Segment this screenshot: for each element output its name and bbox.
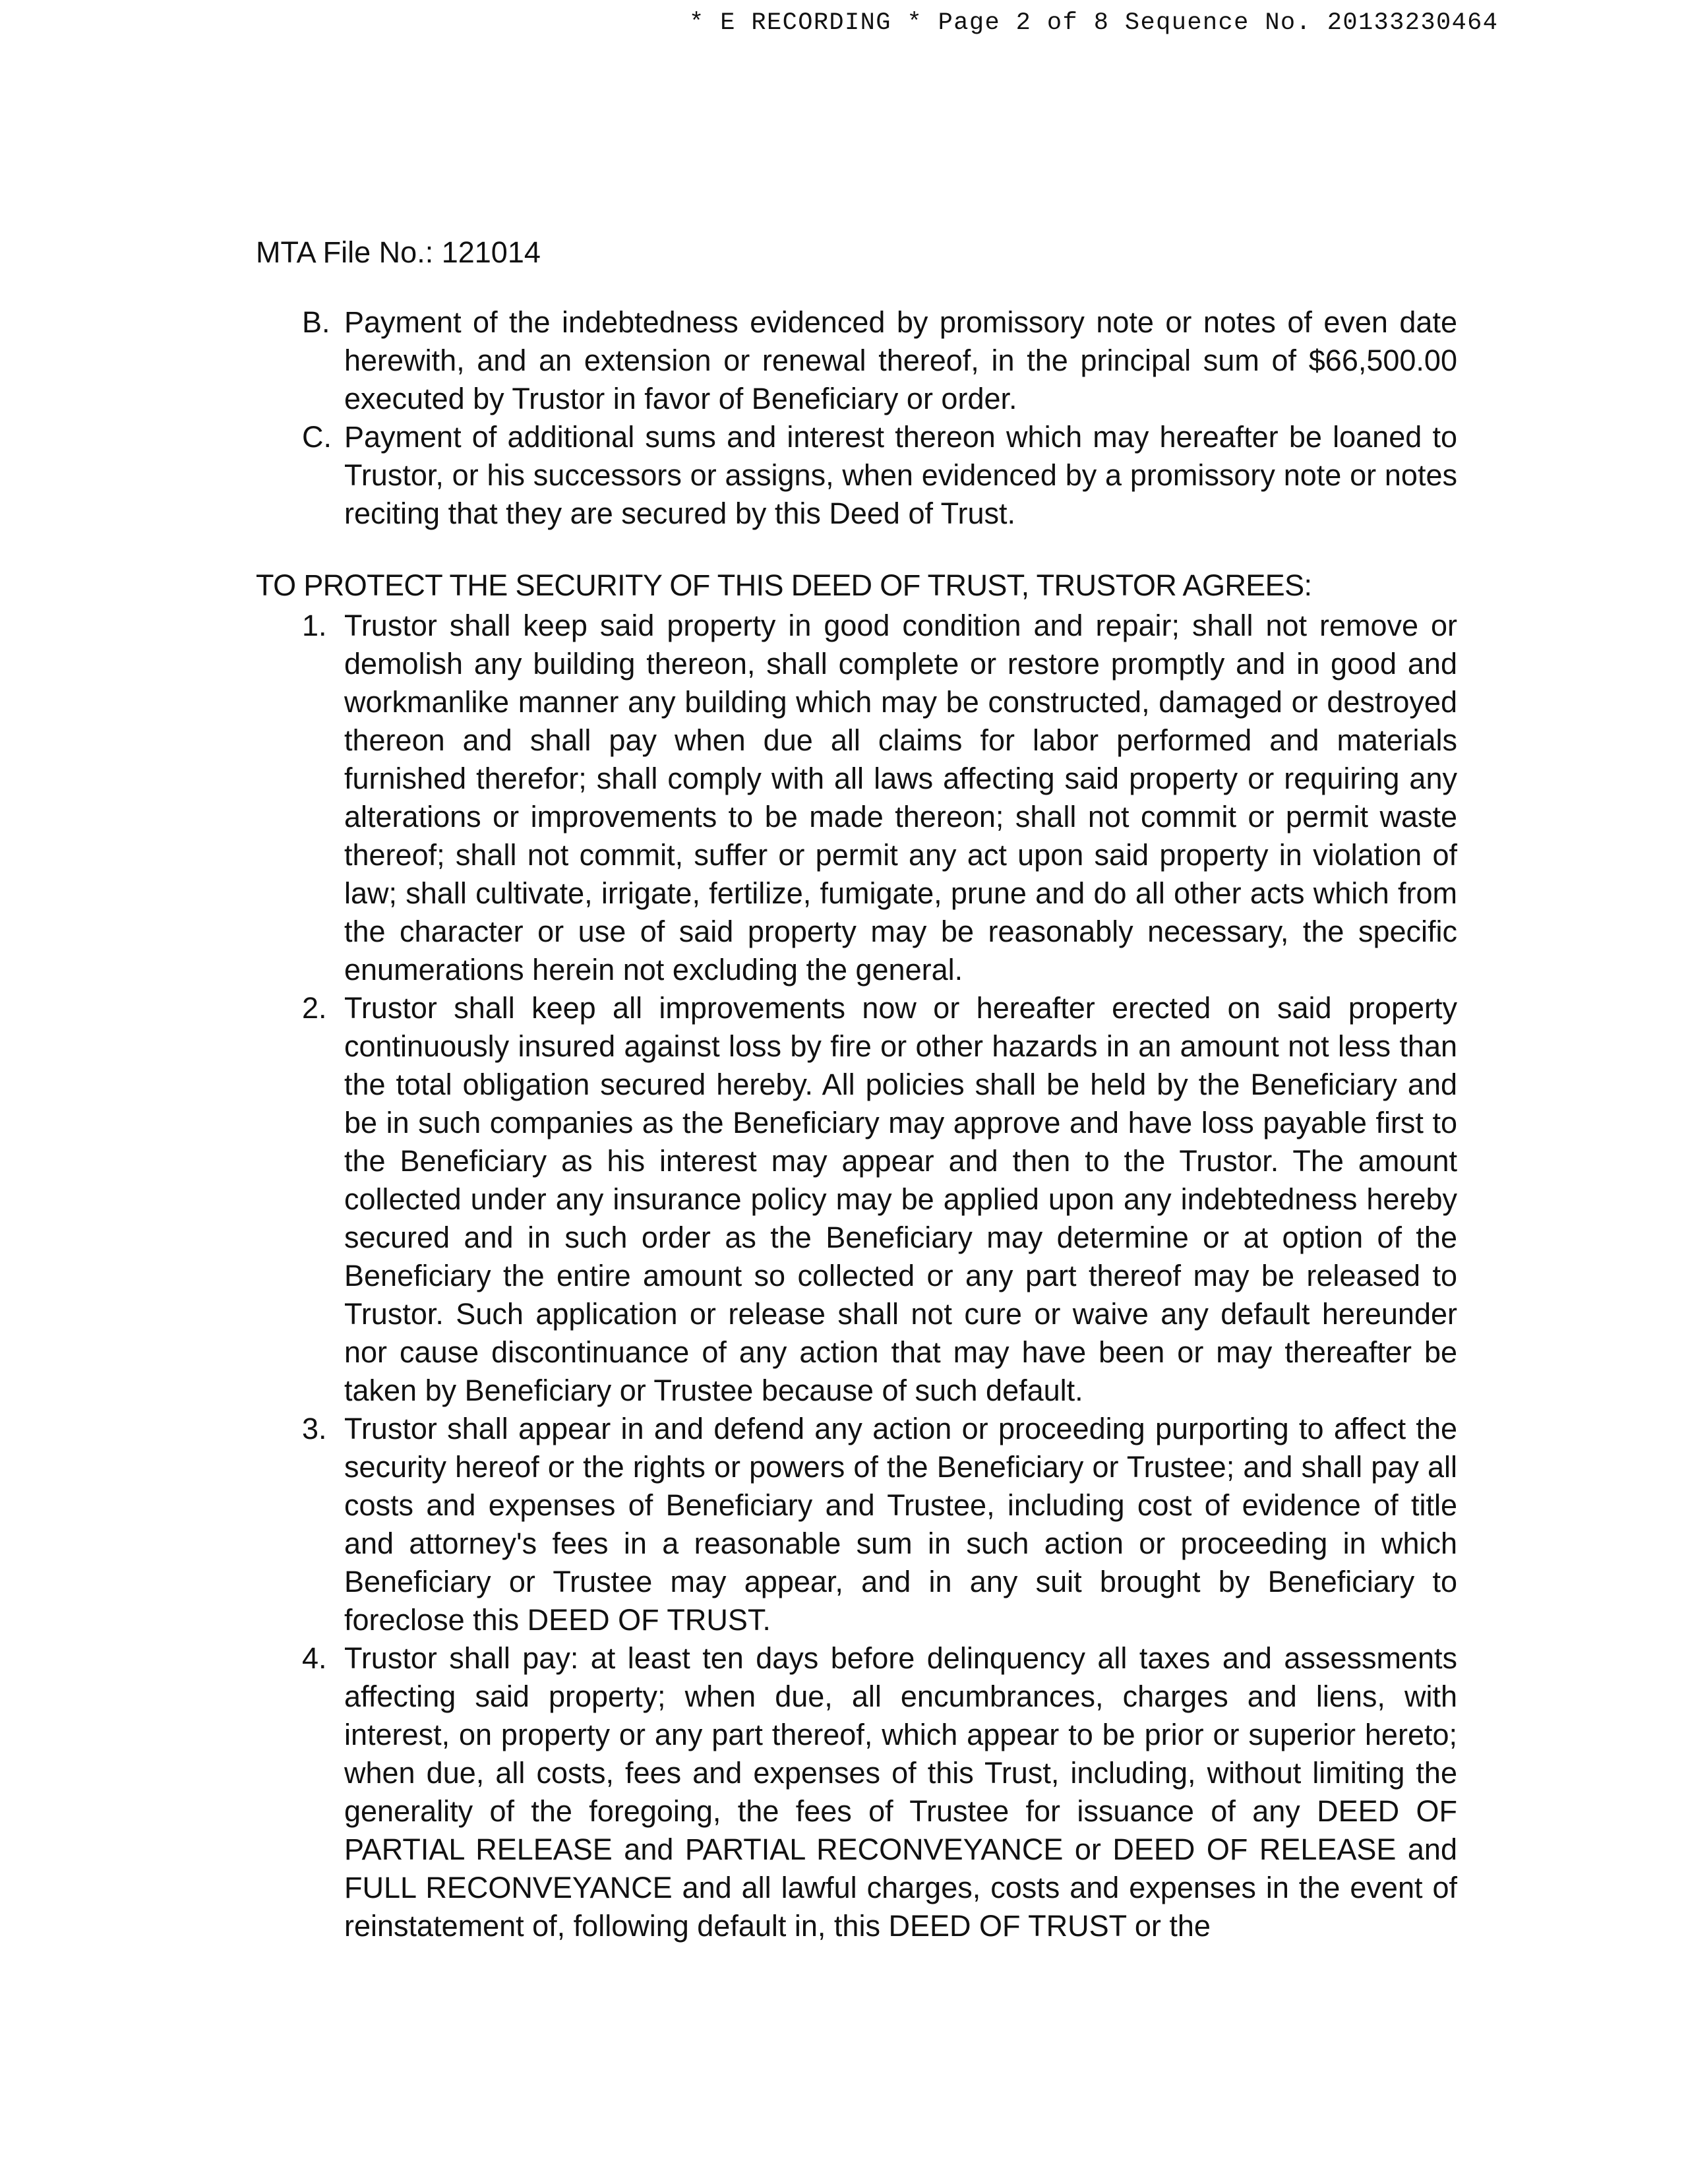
item-marker: 2.: [302, 991, 327, 1025]
item-text: Payment of the indebtedness evidenced by promissory note or notes of even date herewith, and an extension or renewal thereof, in the principal sum of $66,500.00 executed by Trustor in favor of Beneficiary or order.: [344, 305, 1457, 415]
list-item: [289, 418, 1457, 533]
item-marker: 4.: [302, 1641, 327, 1675]
list-item: [289, 989, 1457, 1410]
file-number: MTA File No.: 121014: [256, 235, 541, 269]
item-text: Trustor shall pay: at least ten days before delinquency all taxes and assessments affecting said property; when due, all encumbrances, charges and liens, with interest, on property or any part thereof, which appear to be prior or superior hereto; when due, all costs, fees and expenses of this Trust, including, without limiting the generality of the foregoing, the fees of Trustee for issuance of any DEED OF PARTIAL RELEASE and PARTIAL RECONVEYANCE or DEED OF RELEASE and FULL RECONVEYANCE and all lawful charges, costs and expenses in the event of reinstatement of, following default in, this DEED OF TRUST or the: [344, 1641, 1457, 1943]
list-item: [289, 303, 1457, 418]
section-heading: TO PROTECT THE SECURITY OF THIS DEED OF TRUST, TRUSTOR AGREES:: [256, 568, 1312, 602]
item-marker: 3.: [302, 1412, 327, 1445]
list-item: [289, 1639, 1457, 1945]
item-marker: C.: [302, 420, 332, 454]
item-text: Trustor shall keep all improvements now or hereafter erected on said property continuously insured against loss by fire or other hazards in an amount not less than the total obligation secured hereby. All policies shall be held by the Beneficiary and be in such companies as the Beneficiary may approve and have loss payable first to the Beneficiary as his interest may appear and then to the Trustor. The amount collected under any insurance policy may be applied upon any indebtedness hereby secured and in such order as the Beneficiary may determine or at option of the Beneficiary the entire amount so collected or any part thereof may be released to Trustor. Such application or release shall not cure or waive any default hereunder nor cause discontinuance of any action that may have been or may thereafter be taken by Beneficiary or Trustee because of such default.: [344, 991, 1457, 1407]
list-item: [289, 1410, 1457, 1639]
item-text: Trustor shall keep said property in good condition and repair; shall not remove or demolish any building thereon, shall complete or restore promptly and in good and workmanlike manner any building which may be constructed, damaged or destroyed thereon and shall pay when due all claims for labor performed and materials furnished therefor; shall comply with all laws affecting said property or requiring any alterations or improvements to be made thereon; shall not commit or permit waste thereof; shall not commit, suffer or permit any act upon said property in violation of law; shall cultivate, irrigate, fertilize, fumigate, prune and do all other acts which from the character or use of said property may be reasonably necessary, the specific enumerations herein not excluding the general.: [344, 609, 1457, 986]
item-marker: 1.: [302, 609, 327, 642]
item-text: Trustor shall appear in and defend any action or proceeding purporting to affect the security hereof or the rights or powers of the Beneficiary or Trustee; and shall pay all costs and expenses of Beneficiary and Trustee, including cost of evidence of title and attorney's fees in a reasonable sum in such action or proceeding in which Beneficiary or Trustee may appear, and in any suit brought by Beneficiary to foreclose this DEED OF TRUST.: [344, 1412, 1457, 1637]
recording-header: * E RECORDING * Page 2 of 8 Sequence No. 20133230464: [689, 9, 1499, 37]
item-marker: B.: [302, 305, 330, 339]
numbered-list: [289, 607, 1457, 1945]
lettered-list: [289, 303, 1457, 533]
list-item: [289, 607, 1457, 989]
item-text: Payment of additional sums and interest thereon which may hereafter be loaned to Trustor, or his successors or assigns, when evidenced by a promissory note or notes reciting that they are secured by this Deed of Trust.: [344, 420, 1457, 530]
